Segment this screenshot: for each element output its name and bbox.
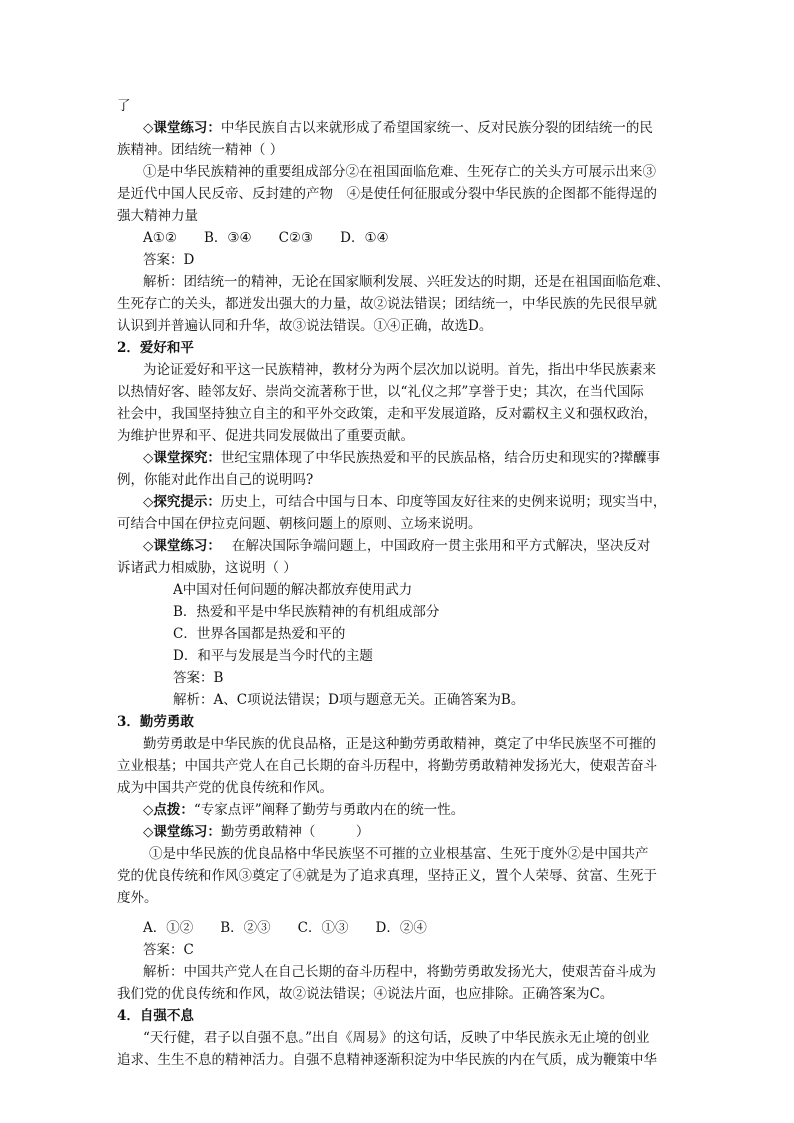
section-heading: 3．勤劳勇敢 (117, 714, 194, 730)
text-line: 生死存亡的关头，都迸发出强大的力量，故②说法错误；团结统一，中华民族的先民很早就 (117, 296, 657, 312)
tip-line: ◇点拨：“专家点评”阐释了勤劳与勇敢内在的统一性。 (143, 802, 465, 818)
text-line: 社会中，我国坚持独立自主的和平外交政策，走和平发展道路，反对霸权主义和强权政治， (117, 406, 657, 422)
answer-options: A①② B．③④ C②③ D．①④ (143, 230, 389, 246)
answer-options: A．①② B．②③ C．①③ D．②④ (143, 920, 427, 936)
option-d: D．和平与发展是当今时代的主题 (173, 648, 373, 664)
text-line: 我们党的优良传统和作风，故②说法错误；④说法片面，也应排除。正确答案为C。 (117, 986, 614, 1002)
option-c: C．世界各国都是热爱和平的 (173, 626, 346, 642)
text-line: 党的优良传统和作风③奠定了④就是为了追求真理，坚持正义，置个人荣辱、贫富、生死于 (117, 868, 657, 884)
analysis-line: 解析：中国共产党人在自己长期的奋斗历程中，将勤劳勇敢发扬光大，使艰苦奋斗成为 (143, 964, 656, 980)
text-line: ①是中华民族精神的重要组成部分②在祖国面临危难、生死存亡的关头方可展示出来③ (143, 164, 656, 180)
tip-label: ◇点拨： (143, 802, 194, 818)
text-line: 诉诸武力相威胁，这说明（ ） (117, 560, 297, 576)
classroom-inquiry-line: ◇课堂探究：世纪宝鼎体现了中华民族热爱和平的民族品格，结合历史和现实的?撵醾事 (143, 450, 661, 466)
analysis-line: 解析：A、C项说法错误；D项与题意无关。正确答案为B。 (173, 692, 525, 708)
inquiry-tip-line: ◇探究提示：历史上，可结合中国与日本、印度等国友好往来的史例来说明；现实当中， (143, 494, 667, 510)
classroom-exercise-line: ◇课堂练习：勤劳勇敢精神（ ） (143, 824, 370, 840)
analysis-line: 解析：团结统一的精神，无论在国家顺利发展、兴旺发达的时期，还是在祖国面临危难、 (143, 274, 670, 290)
text-line: 勤劳勇敢是中华民族的优良品格，正是这种勤劳勇敢精神，奠定了中华民族坚不可摧的 (143, 736, 656, 752)
inquiry-tip-label: ◇探究提示： (143, 494, 221, 510)
section-heading: 4．自强不息 (117, 1008, 194, 1024)
answer-line: 答案：B (173, 670, 224, 686)
text-line: 为论证爱好和平这一民族精神，教材分为两个层次加以说明。首先，指出中华民族素来 (143, 362, 656, 378)
text-line: ①是中华民族的优良品格中华民族坚不可摧的立业根基富、生死于度外②是中国共产 (149, 846, 649, 862)
text-line: 立业根基；中国共产党人在自己长期的奋斗历程中，将勤劳勇敢精神发扬光大，使艰苦奋斗 (117, 758, 657, 774)
answer-line: 答案：D (143, 252, 195, 268)
text-line: 追求、生生不息的精神活力。自强不息精神逐渐积淀为中华民族的内在气质，成为鞭策中华 (117, 1052, 657, 1068)
answer-line: 答案：C (143, 942, 194, 958)
option-a: A中国对任何问题的解决都放弃使用武力 (173, 582, 413, 598)
exercise-label: ◇课堂练习： (143, 120, 221, 136)
text-line: 例，你能对此作出自己的说明吗? (117, 472, 314, 488)
text-line: 强大精神力量 (117, 208, 198, 224)
option-b: B．热爱和平是中华民族精神的有机组成部分 (173, 604, 440, 620)
text-line: 以热情好客、睦邻友好、崇尚交流著称于世，以“礼仪之邦”享誉于史；其次，在当代国际 (117, 384, 644, 400)
text-line: 可结合中国在伊拉克问题、朝核问题上的原则、立场来说明。 (117, 516, 482, 532)
exercise-label: ◇课堂练习： (143, 538, 215, 554)
section-heading: 2．爱好和平 (117, 340, 194, 356)
text-line: 成为中国共产党的优良传统和作风。 (117, 780, 333, 796)
text-line: 族精神。团结统一精神（ ） (117, 142, 284, 158)
exercise-label: ◇课堂练习： (143, 824, 221, 840)
classroom-exercise-line: ◇课堂练习：中华民族自古以来就形成了希望国家统一、反对民族分裂的团结统一的民 (143, 120, 653, 136)
classroom-exercise-line: ◇课堂练习： 在解决国际争端问题上，中国政府一贯主张用和平方式解决，坚决反对 (143, 538, 651, 554)
text-line: 认识到并普遍认同和升华，故③说法错误。①④正确，故选D。 (117, 318, 493, 334)
text-line: “天行健，君子以自强不息。”出自《周易》的这句话，反映了中华民族永无止境的创业 (143, 1030, 650, 1046)
text-line: 度外。 (117, 890, 158, 906)
text-line: 为维护世界和平、促进共同发展做出了重要贡献。 (117, 428, 414, 444)
text-line: 是近代中国人民反帝、反封建的产物 ④是使任何征服或分裂中华民族的企图都不能得逞的 (117, 186, 657, 202)
text-line: 了 (117, 98, 131, 114)
inquiry-label: ◇课堂探究： (143, 450, 221, 466)
